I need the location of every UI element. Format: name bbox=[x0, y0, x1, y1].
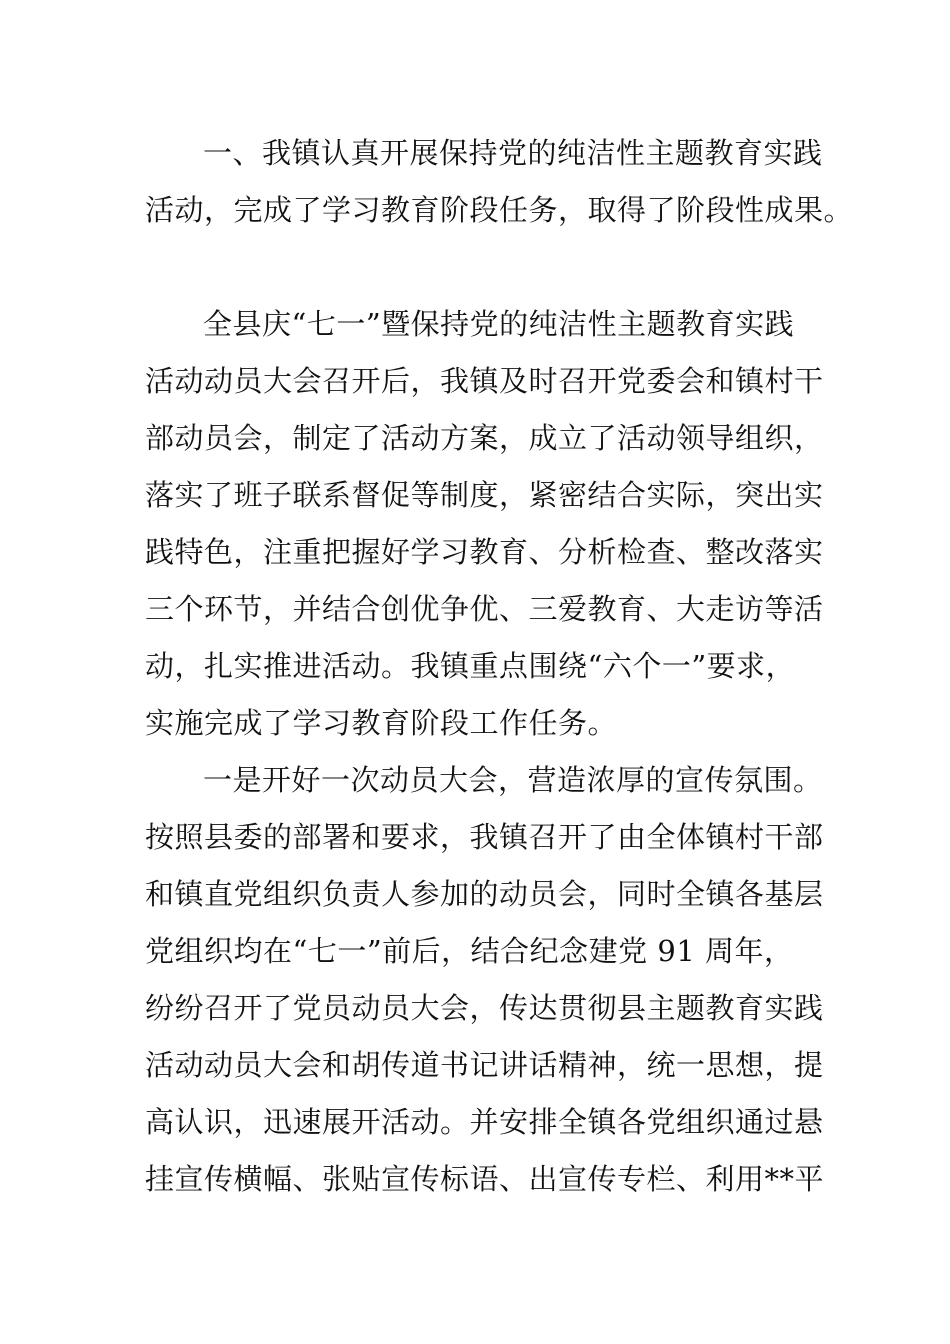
paragraph-2-line-6: 活动动员大会和胡传道书记讲话精神，统一思想，提 bbox=[145, 1048, 824, 1082]
paragraph-2-line-2: 按照县委的部署和要求，我镇召开了由全体镇村干部 bbox=[145, 820, 824, 854]
paragraph-2-line-5: 纷纷召开了党员动员大会，传达贯彻县主题教育实践 bbox=[145, 991, 824, 1025]
paragraph-1-line-2: 活动动员大会召开后，我镇及时召开党委会和镇村干 bbox=[145, 364, 824, 398]
paragraph-1-line-7: 动，扎实推进活动。我镇重点围绕“六个一”要求， bbox=[145, 649, 796, 683]
paragraph-1-line-4: 落实了班子联系督促等制度，紧密结合实际，突出实 bbox=[145, 478, 824, 512]
paragraph-1-line-6: 三个环节，并结合创优争优、三爱教育、大走访等活 bbox=[145, 592, 824, 626]
section-heading-line-2: 活动，完成了学习教育阶段任务，取得了阶段性成果。 bbox=[145, 193, 854, 227]
paragraph-1-line-3: 部动员会，制定了活动方案，成立了活动领导组织， bbox=[145, 421, 824, 455]
paragraph-1-line-8: 实施完成了学习教育阶段工作任务。 bbox=[145, 706, 618, 740]
paragraph-2-line-4: 党组织均在“七一”前后，结合纪念建党 91 周年， bbox=[145, 934, 794, 968]
paragraph-2-line-3: 和镇直党组织负责人参加的动员会，同时全镇各基层 bbox=[145, 877, 824, 911]
paragraph-1-line-5: 践特色，注重把握好学习教育、分析检查、整改落实 bbox=[145, 535, 824, 569]
paragraph-2-line-8: 挂宣传横幅、张贴宣传标语、出宣传专栏、利用**平 bbox=[145, 1162, 825, 1196]
section-heading-line-1: 一、我镇认真开展保持党的纯洁性主题教育实践 bbox=[203, 136, 823, 170]
paragraph-2-line-7: 高认识，迅速展开活动。并安排全镇各党组织通过悬 bbox=[145, 1105, 824, 1139]
paragraph-2-line-1: 一是开好一次动员大会，营造浓厚的宣传氛围。 bbox=[203, 763, 823, 797]
paragraph-1-line-1: 全县庆“七一”暨保持党的纯洁性主题教育实践 bbox=[203, 307, 795, 341]
